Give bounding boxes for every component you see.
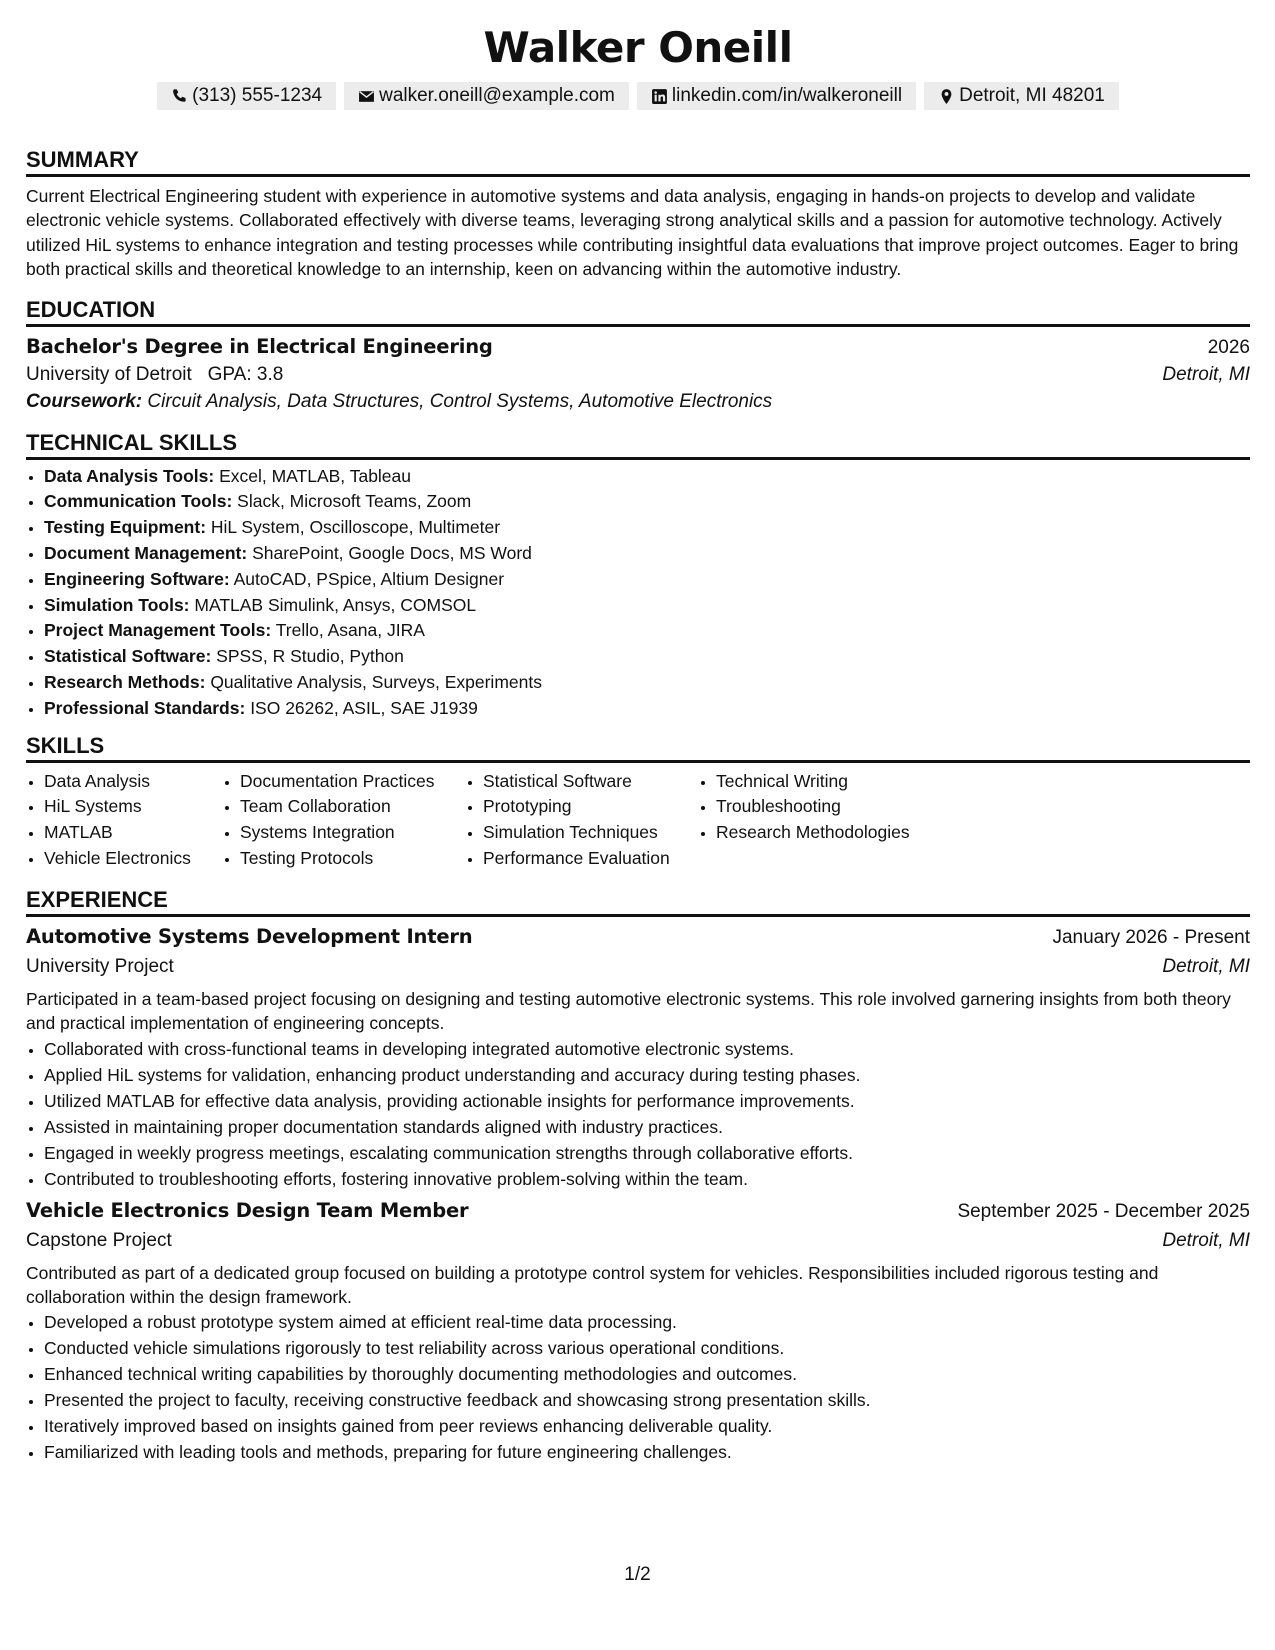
summary-text: Current Electrical Engineering student with experience in automotive systems and data analysis, engaging in hands-on projects to develop and validate electronic vehicle systems. Collaborated effectively with diverse teams, leveraging strong analytical skills and a passion for automotive technology. Actively utilized HiL systems to enhance integration and testing processes while contributing insightful data evaluations that improve project outcomes. Eager to bring both practical skills and theoretical knowledge to an internship, keen on advancing within the automotive industry. — [26, 186, 1239, 280]
map-pin-icon — [938, 88, 955, 105]
list-item: • Testing Protocols — [240, 846, 465, 872]
coursework-label: Coursework: — [26, 390, 143, 412]
job-1-row-1 — [26, 925, 1250, 949]
list-item: • Simulation Techniques — [483, 820, 698, 846]
envelope-icon — [358, 88, 375, 105]
list-item: • Testing Equipment: HiL System, Oscilloscope, Multimeter — [44, 515, 1250, 541]
list-item: • Assisted in maintaining proper documentation standards aligned with industry practices. — [44, 1114, 1250, 1140]
contact-location — [924, 82, 1119, 110]
list-item: • Engineering Software: AutoCAD, PSpice, Altium Designer — [44, 567, 1250, 593]
list-item: • Enhanced technical writing capabilities by thoroughly documenting methodologies and outcomes. — [44, 1361, 1250, 1387]
list-item: • Statistical Software — [483, 769, 698, 795]
school-gpa — [26, 364, 283, 386]
list-item: • Vehicle Electronics — [44, 846, 222, 872]
list-item: • Developed a robust prototype system aimed at efficient real-time data processing. — [44, 1309, 1250, 1335]
job-org: Capstone Project — [26, 1229, 172, 1251]
list-item: • Utilized MATLAB for effective data analysis, providing actionable insights for performance improvements. — [44, 1088, 1250, 1114]
list-item: • Contributed to troubleshooting efforts, fostering innovative problem-solving within the team. — [44, 1166, 1250, 1192]
list-item: • Presented the project to faculty, receiving constructive feedback and showcasing strong presentation skills. — [44, 1387, 1250, 1413]
list-item: • HiL Systems — [44, 794, 222, 820]
list-item: • Team Collaboration — [240, 794, 465, 820]
resume-page — [26, 0, 1250, 1465]
skills-heading: SKILLS — [26, 732, 1250, 763]
list-item: • Collaborated with cross-functional teams in developing integrated automotive electronic systems. — [44, 1036, 1250, 1062]
coursework — [26, 391, 1250, 413]
list-item: • Research Methods: Qualitative Analysis, Surveys, Experiments — [44, 670, 1250, 696]
phone-text[interactable]: (313) 555-1234 — [192, 85, 323, 106]
list-item: • Technical Writing — [716, 769, 976, 795]
job-2 — [26, 1199, 1250, 1466]
job-2-bullets — [26, 1309, 1250, 1465]
list-item: • Conducted vehicle simulations rigorously to test reliability across various operational conditions. — [44, 1335, 1250, 1361]
list-item: • Statistical Software: SPSS, R Studio, Python — [44, 644, 1250, 670]
job-dates: January 2026 - Present — [1052, 926, 1250, 948]
education-row-2 — [26, 364, 1250, 386]
job-1 — [26, 925, 1250, 1192]
list-item: • Research Methodologies — [716, 820, 976, 846]
email-text[interactable]: walker.oneill@example.com — [379, 85, 615, 106]
list-item: • Familiarized with leading tools and methods, preparing for future engineering challenges. — [44, 1439, 1250, 1465]
list-item: • Professional Standards: ISO 26262, ASIL, SAE J1939 — [44, 696, 1250, 722]
list-item: • MATLAB — [44, 820, 222, 846]
list-item: • Communication Tools: Slack, Microsoft Teams, Zoom — [44, 489, 1250, 515]
list-item: • Project Management Tools: Trello, Asana, JIRA — [44, 618, 1250, 644]
job-1-row-2 — [26, 956, 1250, 978]
degree: Bachelor's Degree in Electrical Engineering — [26, 334, 493, 358]
job-org: University Project — [26, 955, 174, 977]
summary-heading: SUMMARY — [26, 146, 1250, 177]
skills-column-2 — [222, 769, 465, 872]
linkedin-icon — [651, 88, 668, 105]
skills-column-4 — [698, 769, 976, 872]
skills-columns — [26, 769, 1250, 872]
technical-skills-heading: TECHNICAL SKILLS — [26, 429, 1250, 460]
job-location: Detroit, MI — [1162, 1229, 1250, 1251]
list-item: • Documentation Practices — [240, 769, 465, 795]
job-2-row-1 — [26, 1199, 1250, 1223]
experience-heading: EXPERIENCE — [26, 886, 1250, 917]
linkedin-text[interactable]: linkedin.com/in/walkeroneill — [671, 85, 903, 106]
contact-bar — [26, 82, 1250, 110]
list-item: • Data Analysis — [44, 769, 222, 795]
list-item: • Troubleshooting — [716, 794, 976, 820]
job-2-row-2 — [26, 1230, 1250, 1252]
list-item: • Engaged in weekly progress meetings, escalating communication strengths through collaborative efforts. — [44, 1140, 1250, 1166]
coursework-list: Circuit Analysis, Data Structures, Control Systems, Automotive Electronics — [147, 390, 773, 412]
contact-phone — [157, 82, 336, 110]
contact-linkedin — [637, 82, 916, 110]
skills-column-1 — [26, 769, 222, 872]
school-name: University of Detroit — [26, 363, 192, 385]
candidate-name: Walker Oneill — [483, 23, 793, 72]
job-1-bullets — [26, 1036, 1250, 1192]
job-description: Contributed as part of a dedicated group focused on building a prototype control system for vehicles. Responsibilities included rigorous testing and collaboration within the design framework. — [26, 1262, 1159, 1307]
list-item: • Applied HiL systems for validation, enhancing product understanding and accuracy during testing phases. — [44, 1062, 1250, 1088]
contact-email — [344, 82, 629, 110]
education-location: Detroit, MI — [1162, 363, 1250, 385]
graduation-year: 2026 — [1207, 336, 1250, 358]
job-title: Automotive Systems Development Intern — [26, 924, 473, 948]
list-item: • Document Management: SharePoint, Google Docs, MS Word — [44, 541, 1250, 567]
list-item: • Prototyping — [483, 794, 698, 820]
education-heading: EDUCATION — [26, 296, 1250, 327]
page-number: 1/2 — [624, 1564, 651, 1585]
skills-column-3 — [465, 769, 698, 872]
gpa: GPA: 3.8 — [207, 363, 284, 385]
technical-skills-list — [26, 464, 1250, 722]
list-item: • Iteratively improved based on insights gained from peer reviews enhancing deliverable quality. — [44, 1413, 1250, 1439]
phone-icon — [171, 88, 188, 105]
location-text: Detroit, MI 48201 — [959, 85, 1105, 106]
job-location: Detroit, MI — [1162, 955, 1250, 977]
education-row-1 — [26, 335, 1250, 359]
list-item: • Performance Evaluation — [483, 846, 698, 872]
list-item: • Data Analysis Tools: Excel, MATLAB, Tableau — [44, 464, 1250, 490]
job-dates: September 2025 - December 2025 — [957, 1200, 1250, 1222]
list-item: • Simulation Tools: MATLAB Simulink, Ansys, COMSOL — [44, 593, 1250, 619]
job-description: Participated in a team-based project focusing on designing and testing automotive electronic systems. This role involved garnering insights from both theory and practical implementation of engineering concepts. — [26, 988, 1231, 1034]
list-item: • Systems Integration — [240, 820, 465, 846]
job-title: Vehicle Electronics Design Team Member — [26, 1198, 469, 1222]
